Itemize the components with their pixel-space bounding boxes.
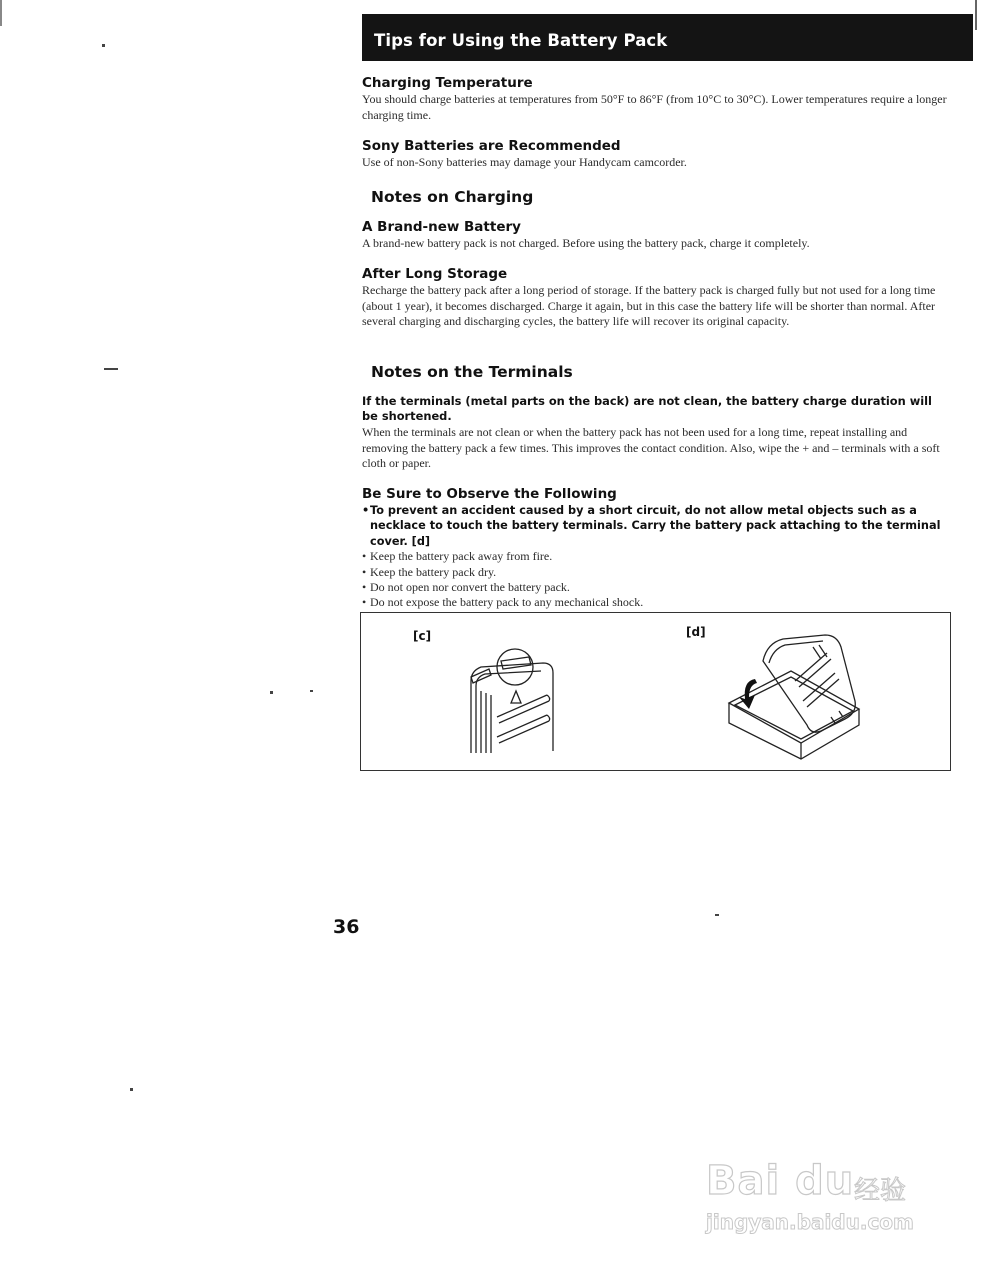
- paragraph-sony-batteries: Use of non-Sony batteries may damage your Handycam camcorder.: [362, 155, 687, 169]
- heading-after-long-storage: After Long Storage: [362, 266, 508, 282]
- scan-mark: [104, 368, 118, 370]
- heading-sony-batteries: Sony Batteries are Recommended: [362, 138, 621, 154]
- list-item: • Keep the battery pack away from fire.: [362, 549, 954, 564]
- scan-mark: [270, 691, 273, 694]
- heading-observe: Be Sure to Observe the Following: [362, 486, 617, 502]
- paragraph-brand-new-battery: A brand-new battery pack is not charged. Before using the battery pack, charge it completely.: [362, 236, 810, 250]
- heading-notes-on-charging: Notes on Charging: [371, 188, 534, 206]
- heading-charging-temperature: Charging Temperature: [362, 75, 533, 91]
- battery-pack-illustration: [461, 631, 571, 756]
- figure-box: [360, 612, 951, 771]
- figure-d-label: [d]: [686, 625, 706, 639]
- section-banner: [362, 14, 973, 61]
- page-title: Tips for Using the Battery Pack: [374, 31, 668, 50]
- scan-mark: [715, 914, 719, 916]
- terminal-cover-illustration: [721, 621, 861, 761]
- scan-mark: [102, 44, 105, 47]
- list-item: • To prevent an accident caused by a short circuit, do not allow metal objects such as a necklace to touch the battery terminals. Carry the battery pack attaching to the terminal cover. [d]: [362, 503, 954, 549]
- figure-c-label: [c]: [413, 629, 432, 643]
- paragraph-charging-temperature: You should charge batteries at temperatures from 50°F to 86°F (from 10°C to 30°C). Lower temperatures require a longer charging time.: [362, 92, 947, 122]
- page-number: 36: [333, 916, 360, 938]
- observe-list: [362, 503, 954, 611]
- list-item: • Keep the battery pack dry.: [362, 565, 954, 580]
- baidu-watermark: [706, 1158, 936, 1268]
- scan-mark: [975, 0, 977, 30]
- scan-mark: [0, 0, 2, 26]
- list-item: • Do not expose the battery pack to any mechanical shock.: [362, 595, 954, 610]
- watermark-brand: Bai du: [706, 1158, 855, 1204]
- warning-terminals: If the terminals (metal parts on the back) are not clean, the battery charge duration will be shortened.: [362, 394, 932, 424]
- heading-brand-new-battery: A Brand-new Battery: [362, 219, 521, 235]
- heading-notes-on-terminals: Notes on the Terminals: [371, 363, 573, 381]
- paragraph-terminals: When the terminals are not clean or when the battery pack has not been used for a long time, repeat installing and removing the battery pack a few times. This improves the contact condition. Also, wipe the + and – terminals with a soft cloth or paper.: [362, 425, 940, 471]
- list-item: • Do not open nor convert the battery pack.: [362, 580, 954, 595]
- scan-mark: [310, 690, 313, 692]
- watermark-url: jingyan.baidu.com: [706, 1210, 914, 1234]
- watermark-cn: 经验: [854, 1176, 907, 1206]
- paragraph-after-long-storage: Recharge the battery pack after a long period of storage. If the battery pack is charged fully but not used for a long time (about 1 year), it becomes discharged. Charge it again, but in this case the battery life will be shorter than normal. After several charging and discharging cycles, the battery life will recover its original capacity.: [362, 283, 936, 329]
- scan-mark: [130, 1088, 133, 1091]
